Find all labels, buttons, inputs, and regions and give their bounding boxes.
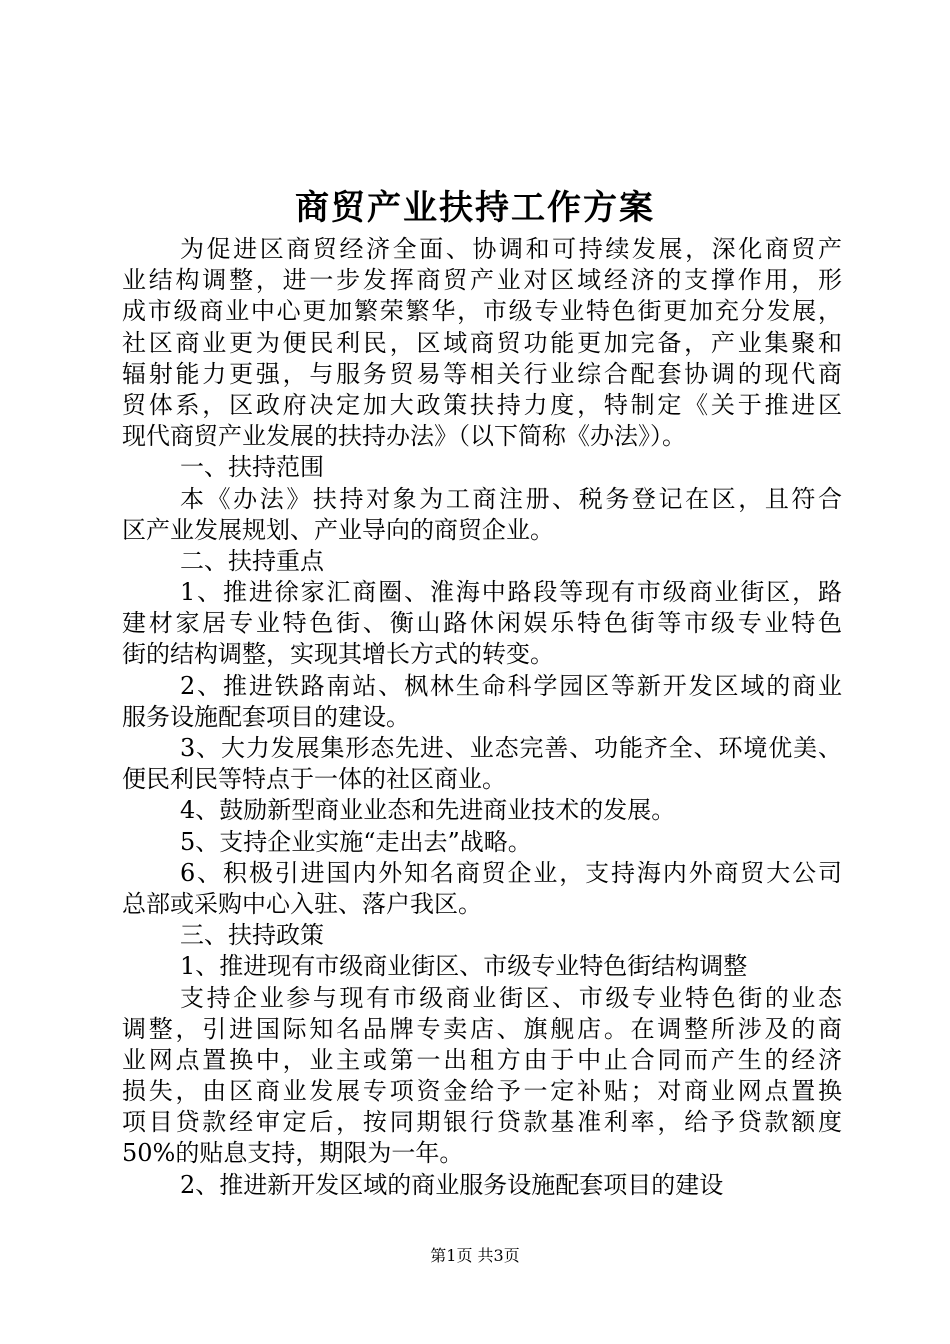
body-line: 项目贷款经审定后，按同期银行贷款基准利率，给予贷款额度 (122, 1108, 842, 1137)
document-body (122, 234, 842, 1201)
body-line: 社区商业更为便民利民，区域商贸功能更加完备，产业集聚和 (122, 328, 842, 357)
body-line: 区产业发展规划、产业导向的商贸企业。 (122, 515, 554, 544)
body-line: 损失，由区商业发展专项资金给予一定补贴；对商业网点置换 (122, 1077, 842, 1106)
body-line: 支持企业参与现有市级商业街区、市级专业特色街的业态 (180, 983, 842, 1012)
body-line: 服务设施配套项目的建设。 (122, 702, 410, 731)
body-line: 便民利民等特点于一体的社区商业。 (122, 765, 506, 794)
body-line: 2、推进新开发区域的商业服务设施配套项目的建设 (180, 1170, 724, 1199)
body-line: 1、推进现有市级商业街区、市级专业特色街结构调整 (180, 952, 748, 981)
body-line: 成市级商业中心更加繁荣繁华，市级专业特色街更加充分发展， (122, 297, 842, 326)
page-footer: 第1页 共3页 (430, 1246, 520, 1265)
body-line: 辐射能力更强，与服务贸易等相关行业综合配套协调的现代商 (122, 359, 842, 388)
body-line: 一、扶持范围 (180, 453, 324, 482)
body-line: 4、鼓励新型商业业态和先进商业技术的发展。 (180, 796, 676, 825)
body-line: 1、推进徐家汇商圈、淮海中路段等现有市级商业街区，路 (180, 578, 842, 607)
body-line: 业网点置换中，业主或第一出租方由于中止合同而产生的经济 (122, 1045, 842, 1074)
document-title: 商贸产业扶持工作方案 (295, 188, 655, 228)
body-line: 贸体系，区政府决定加大政策扶持力度，特制定《关于推进区 (122, 390, 842, 419)
body-line: 50%的贴息支持，期限为一年。 (122, 1139, 464, 1168)
body-line: 业结构调整，进一步发挥商贸产业对区域经济的支撑作用，形 (122, 266, 842, 295)
body-line: 建材家居专业特色街、衡山路休闲娱乐特色街等市级专业特色 (122, 609, 842, 638)
body-line: 二、扶持重点 (180, 546, 324, 575)
body-line: 3、大力发展集形态先进、业态完善、功能齐全、环境优美、 (180, 734, 842, 762)
body-line: 三、扶持政策 (180, 921, 324, 950)
body-line: 调整，引进国际知名品牌专卖店、旗舰店。在调整所涉及的商 (122, 1014, 842, 1043)
body-line: 本《办法》扶持对象为工商注册、税务登记在区，且符合 (180, 484, 842, 513)
body-line: 5、支持企业实施“走出去”战略。 (180, 827, 532, 856)
body-line: 为促进区商贸经济全面、协调和可持续发展，深化商贸产 (180, 235, 842, 263)
body-line: 6、积极引进国内外知名商贸企业，支持海内外商贸大公司 (180, 858, 842, 887)
body-line: 总部或采购中心入驻、落户我区。 (122, 889, 482, 918)
body-line: 现代商贸产业发展的扶持办法》（以下简称《办法》）。 (122, 422, 686, 451)
body-line: 2、推进铁路南站、枫林生命科学园区等新开发区域的商业 (180, 671, 842, 700)
body-line: 街的结构调整，实现其增长方式的转变。 (122, 640, 554, 669)
